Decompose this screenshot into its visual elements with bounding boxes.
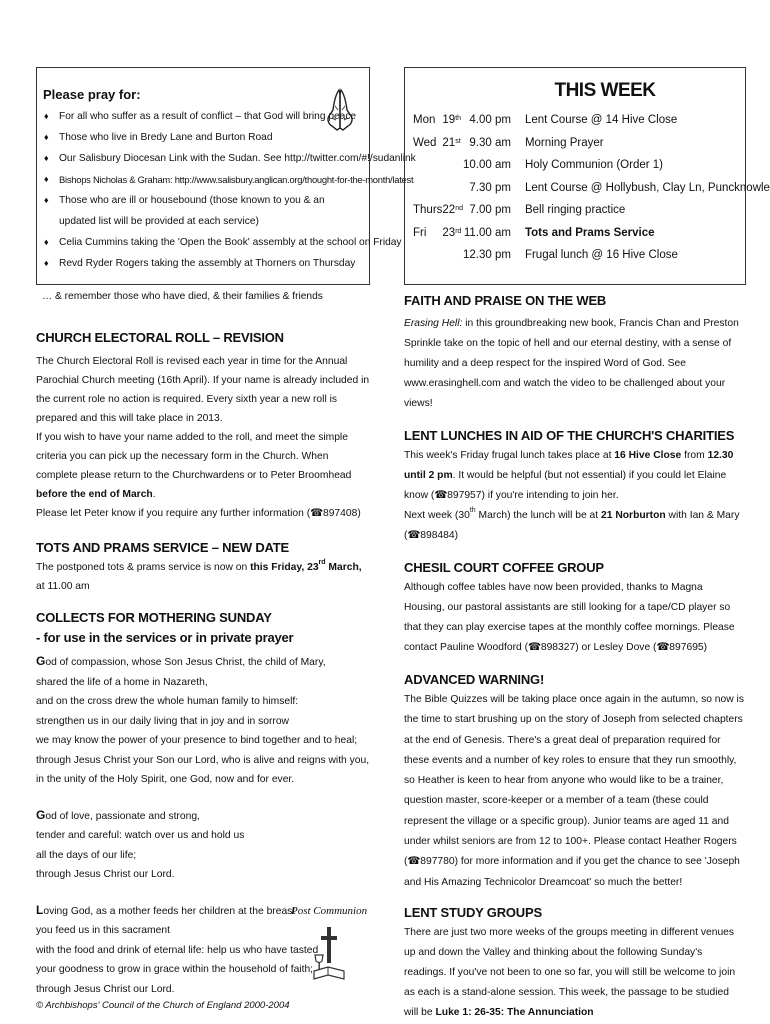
schedule-row <box>413 114 770 137</box>
study-text: There are just two more weeks of the groups meeting in different venues up and down the Valley and thinking about the following Sunday's readings. If you've not been to one so far, you will still be welcome to join as each is a stand-alone session. This week, the passage to be studied will be Luke 1: 26-35: The Annunciation <box>404 926 736 1018</box>
this-week-title: THIS WEEK <box>554 80 656 101</box>
schedule-date: 19th <box>442 114 462 126</box>
schedule-row <box>413 204 770 227</box>
schedule-day: Wed <box>413 136 437 149</box>
schedule-day <box>413 182 442 205</box>
copyright-text: © Archbishops' Council of the Church of England 2000-2004 <box>36 1000 290 1011</box>
schedule-event: Lent Course @ Hollybush, Clay Ln, Puncknowle <box>524 181 770 194</box>
left-column <box>36 67 416 1013</box>
prayer-item: ♦ For all who suffer as a result of conflict – that God will bring peace <box>43 106 363 127</box>
prayer-box <box>36 67 416 285</box>
collect-3: Loving God, as a mother feeds her children at the breast you feed us in this sacrament with the food and drink of eternal life: help us who have tasted your goodness to grow in grace within the household of faith; through Jesus Christ our Lord. Post Communion © Archbishops' Council of the Church of England 2000-2004 <box>36 901 370 1014</box>
this-week-box <box>404 67 770 285</box>
electoral-paragraph: The Church Electoral Roll is revised each year in time for the Annual Parochial Church meeting (16th April). If your name is already included in the current role no action is required. Every sixth year a new roll is prepared and this will take place in 2013. <box>36 356 370 424</box>
prayer-item: ♦ Bishops Nicholas & Graham: http://www.salisbury.anglican.org/thought-for-the-month/latest <box>43 169 363 190</box>
section-heading: CHURCH ELECTORAL ROLL – REVISION <box>36 330 284 345</box>
electoral-paragraph: Please let Peter know if you require any further information (☎897408) <box>36 508 361 519</box>
tots-section <box>36 538 370 596</box>
schedule-event: Lent Course @ 14 Hive Close <box>524 114 678 126</box>
schedule-day: Thurs <box>413 204 443 216</box>
schedule-event: Morning Prayer <box>524 136 604 149</box>
prayer-item: ♦ Our Salisbury Diocesan Link with the Sudan. See http://twitter.com/#!/sudanlink <box>43 148 363 169</box>
electoral-paragraph: If you wish to have your name added to the roll, and meet the simple criteria you can pick up the necessary form in the Church. When complete please return to the Churchwardens or to Peter Broomhead before the end of March. <box>36 432 352 500</box>
schedule-time: 7.00 pm <box>469 204 511 216</box>
prayer-title: Please pray for: <box>43 87 141 102</box>
schedule-day <box>413 249 442 272</box>
lunches-next-text: Next week (30th March) the lunch will be at 21 Norburton with Ian & Mary (☎898484) <box>404 507 740 541</box>
schedule-date <box>442 249 463 272</box>
chesil-section <box>404 558 746 658</box>
schedule-time: 12.30 pm <box>463 249 511 261</box>
schedule-time: 9.30 am <box>469 136 511 149</box>
post-communion-label: Post Communion <box>291 904 368 917</box>
schedule-date: 23rd <box>442 226 462 239</box>
schedule-event: Holy Communion (Order 1) <box>524 159 663 171</box>
prayer-item: ♦ Celia Cummins taking the 'Open the Book' assembly at the school on Friday <box>43 232 363 253</box>
section-heading: LENT STUDY GROUPS <box>404 904 542 920</box>
study-section <box>404 903 746 1023</box>
section-heading: COLLECTS FOR MOTHERING SUNDAY <box>36 610 272 625</box>
schedule-event: Bell ringing practice <box>524 204 626 216</box>
schedule-event: Frugal lunch @ 16 Hive Close <box>524 249 678 261</box>
right-column <box>404 67 770 1023</box>
schedule-time: 10.00 am <box>463 159 511 171</box>
section-heading: CHESIL COURT COFFEE GROUP <box>404 560 604 575</box>
section-heading: LENT LUNCHES IN AID OF THE CHURCH'S CHARITIES <box>404 428 735 443</box>
schedule-time: 11.00 am <box>463 226 511 239</box>
schedule-row <box>413 159 770 182</box>
prayer-item: ♦ Those who are ill or housebound (those known to you & an updated list will be provided at each service) <box>43 190 363 232</box>
collect-1: God of compassion, whose Son Jesus Christ, the child of Mary, shared the life of a home in Nazareth, and on the cross drew the whole human family to himself: strengthen us in our daily living that in joy and in sorrow we may know the power of your presence to bind together and to heal; through Jesus Christ your Son our Lord, who is alive and reigns with you, in the unity of the Holy Spirit, one God, now and for ever. <box>36 654 370 785</box>
electoral-roll-section <box>36 328 370 523</box>
schedule-time: 7.30 pm <box>469 181 511 194</box>
schedule-event: Tots and Prams Service <box>524 226 655 239</box>
schedule-table <box>413 114 770 272</box>
collect-2: God of love, passionate and strong, tender and careful: watch over us and hold us all the days of our life; through Jesus Christ our Lord. <box>36 807 245 880</box>
schedule-row <box>413 182 770 205</box>
schedule-date <box>442 182 463 205</box>
schedule-date: 21st <box>442 136 461 149</box>
schedule-day <box>413 159 442 182</box>
advanced-text: The Bible Quizzes will be taking place once again in the autumn, so now is the time to start brushing up on the story of Joseph from selected chapters at the end of Genesis. There's a great deal of preparation required for these events and a number of key roles to ensure that they run smoothly, so Heather is keen to hear from anyone who would like to be a trainer, question master, score-keeper or a member of a team (these could represent the village or a specific group). Junior teams are aged 11 and under whilst seniors are from 12 to 100+. Please contact Heather Rogers (☎897780) for more information and if you get the chance to see 'Joseph and His Amazing Technicolor Dreamcoat' so much the better! <box>404 694 744 888</box>
schedule-day: Mon <box>413 114 436 126</box>
prayer-item: ♦ Revd Ryder Rogers taking the assembly at Thorners on Thursday <box>43 253 363 274</box>
lunches-text: This week's Friday frugal lunch takes place at 16 Hive Close from 12.30 until 2 pm. It would be helpful (but not essential) if you could let Elaine know (☎897957) if you're intending to join her. <box>404 450 734 501</box>
faith-text: Erasing Hell: in this groundbreaking new book, Francis Chan and Preston Sprinkle take on the topic of hell and our eternal destiny, with a sense of humility and a deep respect for the inspired Word of God. See www.erasinghell.com and watch the video to be challenged about your views! <box>404 318 739 409</box>
schedule-day: Fri <box>413 226 427 239</box>
advanced-section <box>404 670 746 893</box>
schedule-row <box>413 249 770 272</box>
schedule-date <box>442 159 463 182</box>
prayer-item: ♦ Those who live in Bredy Lane and Burton Road <box>43 127 363 148</box>
cross-chalice-icon <box>312 925 346 983</box>
schedule-row <box>413 227 770 250</box>
section-subheading: - for use in the services or in private prayer <box>36 630 294 645</box>
section-heading: FAITH AND PRAISE ON THE WEB <box>404 293 607 308</box>
remember-text: … & remember those who have died, & their families & friends <box>42 291 323 302</box>
tots-text: The postponed tots & prams service is now on this Friday, 23rd March, at 11.00 am <box>36 559 362 592</box>
chesil-text: Although coffee tables have now been provided, thanks to Magna Housing, our pastoral assistants are still looking for a tape/CD player so that they can play exercise tapes at the monthly coffee mornings. Please contact Pauline Woodford (☎898327) or Lesley Dove (☎897695) <box>404 582 735 653</box>
prayer-list <box>43 106 416 274</box>
lunches-section <box>404 426 746 546</box>
section-heading: ADVANCED WARNING! <box>404 672 545 687</box>
faith-section <box>404 291 746 414</box>
schedule-time: 4.00 pm <box>469 114 511 126</box>
schedule-row <box>413 137 770 160</box>
schedule-date: 22nd <box>442 204 463 216</box>
section-heading: TOTS AND PRAMS SERVICE – NEW DATE <box>36 540 289 555</box>
collects-section <box>36 608 370 1013</box>
